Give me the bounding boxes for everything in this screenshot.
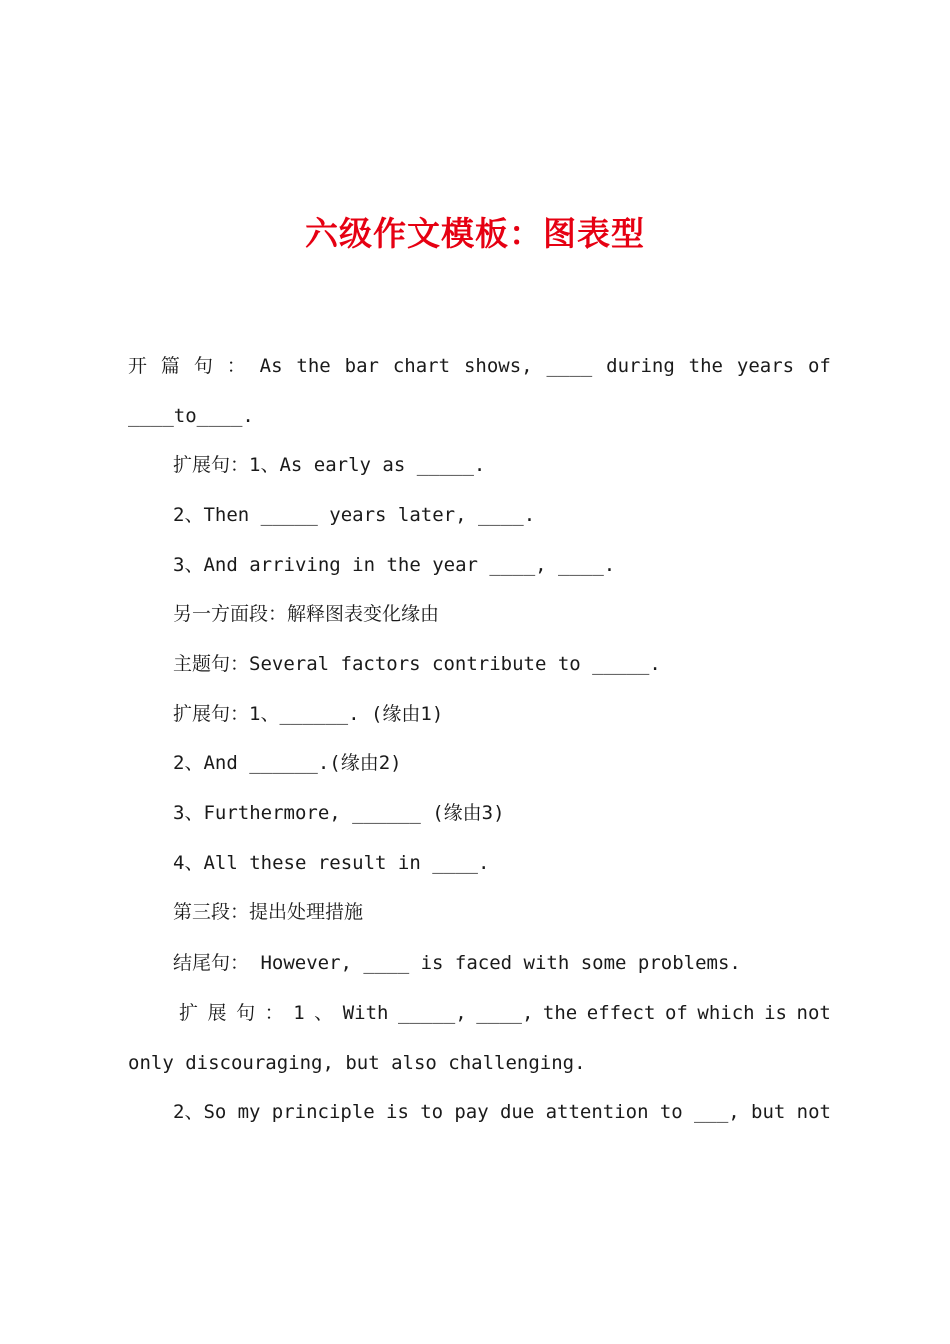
word: is (386, 1101, 409, 1123)
word: but (751, 1101, 786, 1123)
word: chart (392, 355, 451, 377)
word: to (420, 1101, 444, 1123)
word: 扩 (179, 1002, 199, 1024)
reason-sentence-2: 2、And ______.(缘由2) (173, 752, 402, 774)
word: the (542, 1002, 578, 1024)
word: shows, (463, 355, 533, 377)
reason-sentence-4: 4、All these result in ____. (173, 852, 490, 874)
word: 句 (236, 1002, 256, 1024)
word: of (807, 355, 831, 377)
word: during (606, 355, 675, 377)
closing-expansion-line2: only discouraging, but also challenging. (128, 1052, 586, 1074)
expansion-sentence-2: 2、Then _____ years later, ____. (173, 504, 536, 526)
word: 展 (207, 1002, 227, 1024)
principle-sentence-line (173, 1100, 831, 1124)
word: 、 (314, 1002, 334, 1024)
word: With (342, 1002, 389, 1024)
opening-sentence-line1 (128, 354, 831, 378)
expansion-sentence-3: 3、And arriving in the year ____, ____. (173, 554, 616, 576)
opening-sentence-line2: ____to____. (128, 405, 254, 427)
word: attention (545, 1101, 649, 1123)
word: not (796, 1101, 831, 1123)
word: bar (344, 355, 379, 377)
word: 2、So (173, 1101, 227, 1123)
word: my (237, 1101, 261, 1123)
word: ___, (693, 1101, 740, 1123)
word: 1 (293, 1002, 305, 1024)
word: the (688, 355, 723, 377)
expansion-sentence-1: 扩展句：1、As early as _____. (173, 454, 486, 476)
word: 篇 (160, 355, 180, 377)
word: the (296, 355, 331, 377)
word: ： (226, 355, 246, 377)
word: effect (586, 1002, 656, 1024)
closing-expansion-line1 (179, 1001, 831, 1025)
topic-sentence: 主题句：Several factors contribute to _____. (173, 653, 661, 675)
page-title: 六级作文模板：图表型 (305, 214, 645, 253)
word: due (499, 1101, 535, 1123)
word: 句 (193, 355, 213, 377)
word: pay (454, 1101, 489, 1123)
closing-sentence: 结尾句： However, ____ is faced with some problems. (173, 952, 741, 974)
word: principle (271, 1101, 375, 1123)
reason-sentence-3: 3、Furthermore, ______ (缘由3) (173, 802, 505, 824)
word: 开 (128, 355, 148, 377)
word: of (664, 1002, 688, 1024)
word: ： (264, 1002, 284, 1024)
word: As (259, 355, 283, 377)
word: ____ (546, 355, 593, 377)
word: ____, (476, 1002, 534, 1024)
word: to (659, 1101, 683, 1123)
word: which (697, 1002, 755, 1024)
word: _____, (398, 1002, 467, 1024)
word: is (764, 1002, 787, 1024)
word: years (736, 355, 795, 377)
section-heading-reasons: 另一方面段：解释图表变化缘由 (173, 603, 440, 625)
section-heading-measures: 第三段：提出处理措施 (173, 901, 364, 923)
reason-sentence-1: 扩展句：1、______. (缘由1) (173, 703, 444, 725)
word: not (796, 1002, 831, 1024)
